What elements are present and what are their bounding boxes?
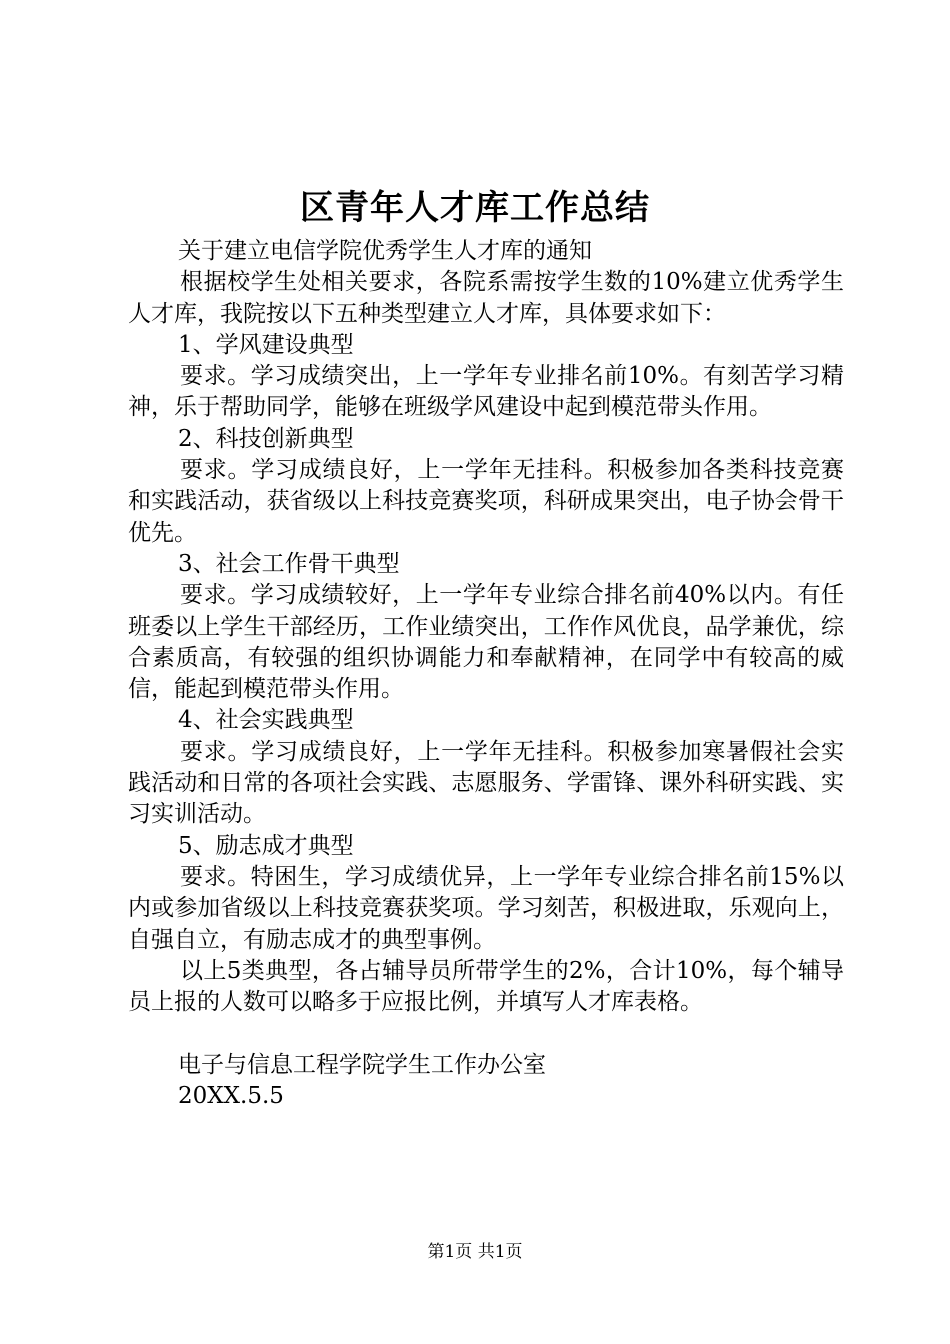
type-requirement: 要求。学习成绩突出，上一学年专业排名前10%。有刻苦学习精神，乐于帮助同学，能够在班级学风建设中起到模范带头作用。 <box>128 363 844 421</box>
date: 20XX.5.5 <box>178 1083 284 1110</box>
document-title: 区青年人才库工作总结 <box>300 188 650 228</box>
type-requirement: 要求。学习成绩较好，上一学年专业综合排名前40%以内。有任班委以上学生干部经历，工作业绩突出，工作作风优良，品学兼优，综合素质高，有较强的组织协调能力和奉献精神，在同学中有较高的威信，能起到模范带头作用。 <box>128 582 844 703</box>
type-heading: 3、社会工作骨干典型 <box>178 550 400 577</box>
type-heading: 2、科技创新典型 <box>178 425 354 452</box>
type-requirement: 要求。学习成绩良好，上一学年无挂科。积极参加各类科技竞赛和实践活动，获省级以上科技竞赛奖项，科研成果突出，电子协会骨干优先。 <box>128 457 844 546</box>
type-heading: 4、社会实践典型 <box>178 707 354 734</box>
page-footer: 第1页 共1页 <box>427 1242 523 1262</box>
signature: 电子与信息工程学院学生工作办公室 <box>178 1051 546 1078</box>
type-requirement: 要求。特困生，学习成绩优异，上一学年专业综合排名前15%以内或参加省级以上科技竞赛获奖项。学习刻苦，积极进取，乐观向上，自强自立，有励志成才的典型事例。 <box>128 863 844 953</box>
document-body <box>128 236 844 1112</box>
blank-line <box>128 1018 844 1049</box>
type-requirement: 要求。学习成绩良好，上一学年无挂科。积极参加寒暑假社会实践活动和日常的各项社会实践、志愿服务、学雷锋、课外科研实践、实习实训活动。 <box>128 738 844 828</box>
intro-paragraph: 根据校学生处相关要求，各院系需按学生数的10%建立优秀学生人才库，我院按以下五种类型建立人才库，具体要求如下： <box>128 269 844 327</box>
type-heading: 5、励志成才典型 <box>178 832 354 859</box>
type-heading: 1、学风建设典型 <box>178 331 354 358</box>
notice-title: 关于建立电信学院优秀学生人才库的通知 <box>178 238 592 264</box>
summary-paragraph: 以上5类典型，各占辅导员所带学生的2%，合计10%，每个辅导员上报的人数可以略多于应报比例，并填写人才库表格。 <box>128 957 844 1016</box>
